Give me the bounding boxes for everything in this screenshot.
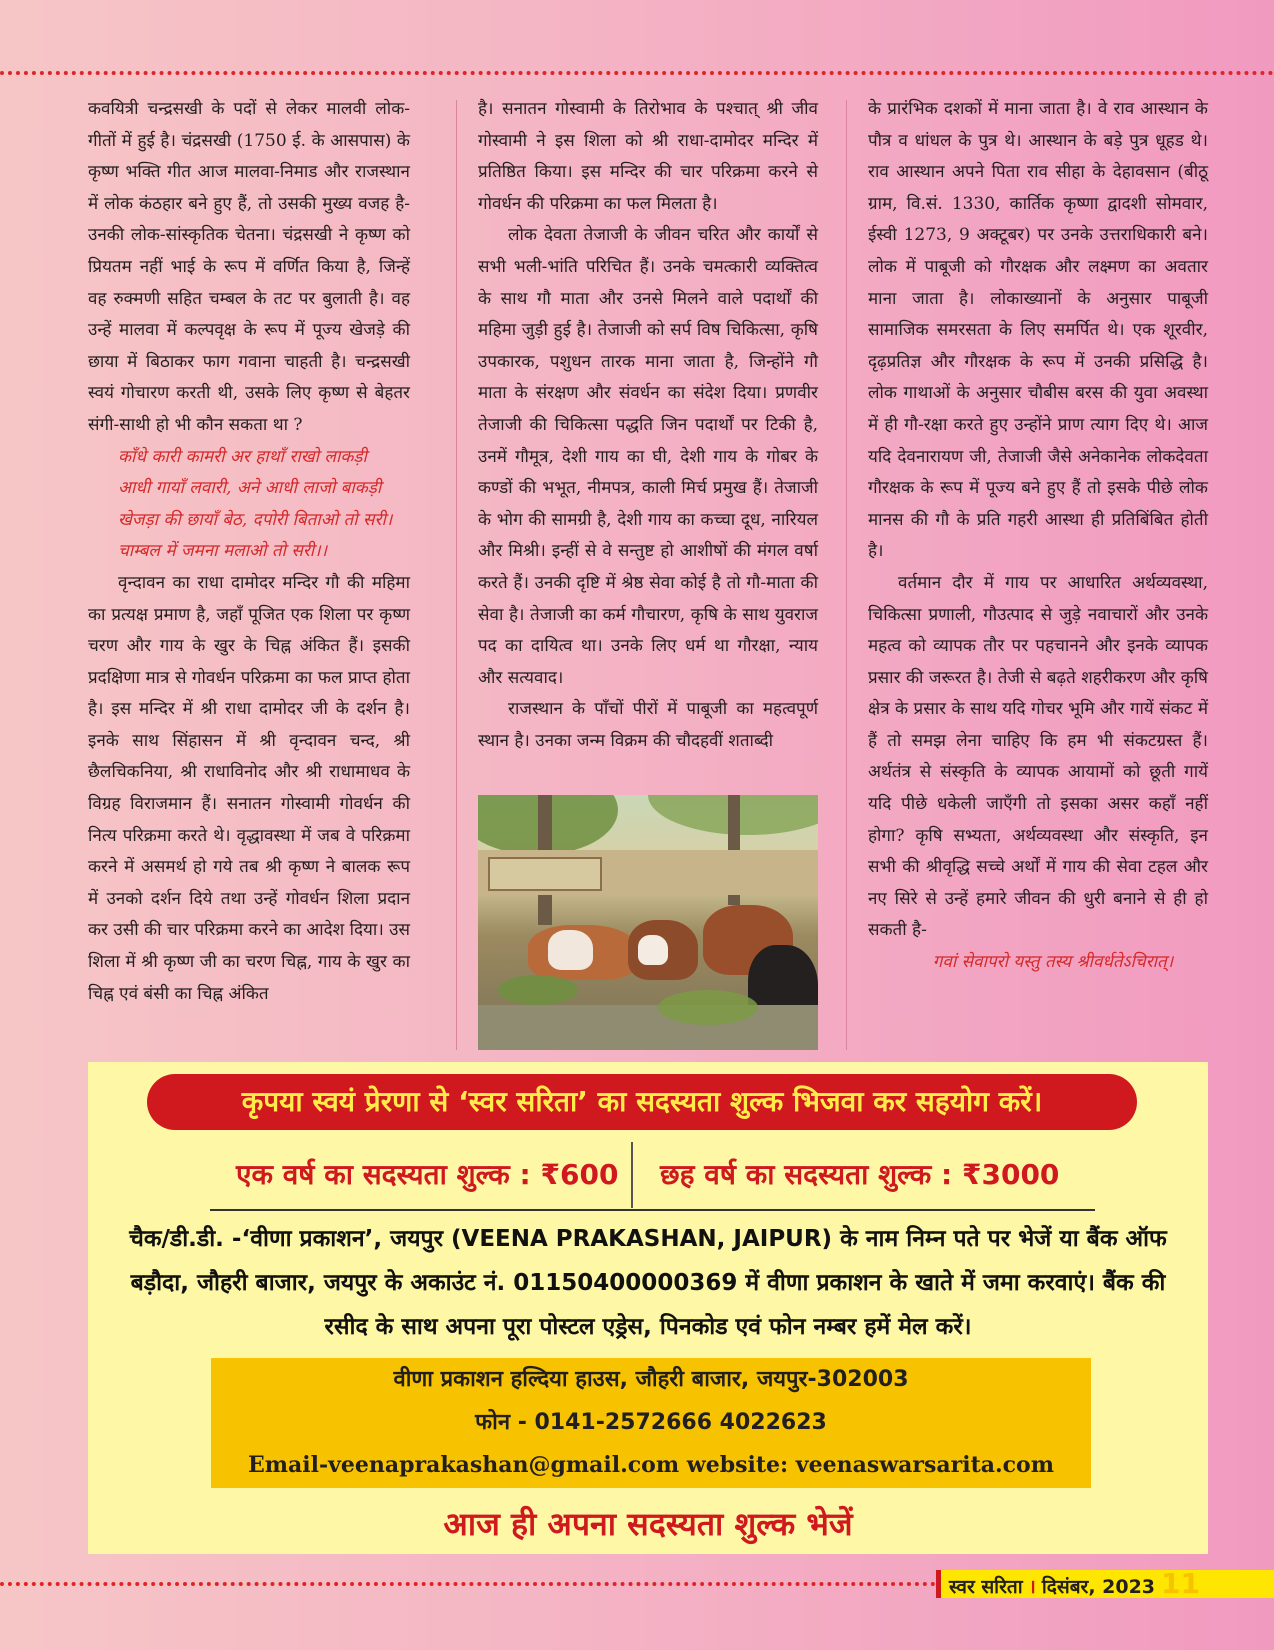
column-3-paragraph-2: वर्तमान दौर में गाय पर आधारित अर्थव्यवस्था, चिकित्सा प्रणाली, गौउत्पाद से जुड़े नवाचारों और उनके महत्व को व्यापक तौर पर पहचानने और इनके व्यापक प्रसार की जरूरत है। तेजी से बढ़ते शहरीकरण और कृषि क्षेत्र के प्रसार के साथ यदि गोचर भूमि और गायें संकट में हैं तो समझ लेना चाहिए कि हम भी संकटग्रस्त हैं। अर्थतंत्र से संस्कृति के व्यापक आयामों को छूती गायें यदि पीछे धकेली जाएँगी तो इसका असर कहाँ नहीं होगा? कृषि सभ्यता, अर्थव्यवस्था और संस्कृति, इन सभी की श्रीवृद्धि सच्चे अर्थों में गाय की सेवा टहल और नए सिरे से उन्हें हमारे जीवन की धुरी बनाने से ही हो सकती है- <box>868 572 1208 941</box>
column-2-paragraph-3: राजस्थान के पाँचों पीरों में पाबूजी का महत्वपूर्ण स्थान है। उनका जन्म विक्रम की चौदहवीं शताब्दी <box>478 699 818 751</box>
fee-six-year: छह वर्ष का सदस्यता शुल्क : ₹3000 <box>660 1158 1060 1191</box>
magazine-name: स्वर सरिता <box>949 1576 1023 1598</box>
cows-photo <box>478 795 818 1050</box>
top-dotted-rule <box>0 71 1274 75</box>
verse-line: आधी गायाँ लवारी, अने आधी लाजो बाकड़ी <box>118 478 382 499</box>
column-divider <box>456 100 457 1050</box>
phone-numbers: फोन - 0141-2572666 4022623 <box>475 1410 827 1435</box>
fee-one-year: एक वर्ष का सदस्यता शुल्क : ₹600 <box>236 1158 619 1191</box>
payment-instructions: चैक/डी.डी. -‘वीणा प्रकाशन’, जयपुर (VEENA PRAKASHAN, JAIPUR) के नाम निम्न पते पर भेजें या बैंक ऑफ बड़ौदा, जौहरी बाजार, जयपुर के अकाउंट नं. 01150400000369 में वीणा प्रकाशन के खाते में जमा करवाएं। बैंक की रसीद के साथ अपना पूरा पोस्टल एड्रेस, पिनकोड एवं फोन नम्बर हमें मेल करें। <box>129 1226 1167 1340</box>
column-3-paragraph-1: के प्रारंभिक दशकों में माना जाता है। वे राव आस्थान के पौत्र व धांधल के पुत्र थे। आस्थान के बड़े पुत्र धूहड थे। राव आस्थान अपने पिता राव सीहा के देहावसान (बीठू ग्राम, वि.सं. 1330, कार्तिक कृष्णा द्वादशी सोमवार, ईस्वी 1273, 9 अक्टूबर) पर उनके उत्तराधिकारी बने। लोक में पाबूजी को गौरक्षक और लक्ष्मण का अवतार माना जाता है। लोकाख्यानों के अनुसार पाबूजी सामाजिक समरसता के लिए समर्पित थे। एक शूरवीर, दृढ़प्रतिज्ञ और गौरक्षक के रूप में उनकी प्रसिद्धि है। लोक गाथाओं के अनुसार चौबीस बरस की युवा अवस्था में ही गौ-रक्षा करते हुए उन्होंने प्राण त्याग दिए थे। आज यदि देवनारायण जी, तेजाजी जैसे अनेकानेक लोकदेवता गौरक्षक के रूप में पूज्य बने हुए हैं तो इसके पीछे लोक मानस की गौ के प्रति गहरी आस्था ही प्रतिबिंबित होती है। <box>868 99 1208 562</box>
sanskrit-quote: गवां सेवापरो यस्तु तस्य श्रीवर्धतेऽचिरात्। <box>932 952 1174 973</box>
column-2 <box>478 94 818 757</box>
column-3 <box>868 94 1208 979</box>
subscription-advert <box>88 1062 1208 1554</box>
column-1 <box>88 94 410 1010</box>
verse-line: चाम्बल में जमना मलाओ तो सरी।। <box>118 541 328 562</box>
verse-block <box>88 442 410 568</box>
footer-separator: । <box>1028 1576 1036 1598</box>
page-number: 11 <box>1161 1567 1201 1600</box>
column-1-paragraph-2: वृन्दावन का राधा दामोदर मन्दिर गौ की महिमा का प्रत्यक्ष प्रमाण है, जहाँ पूजित एक शिला पर कृष्ण चरण और गाय के खुर के चिह्न अंकित हैं। इसकी प्रदक्षिणा मात्र से गोवर्धन परिक्रमा का फल प्राप्त होता है। इस मन्दिर में श्री राधा दामोदर जी के दर्शन है। इनके साथ सिंहासन में श्री वृन्दावन चन्द, श्री छैलचिकनिया, श्री राधाविनोद और श्री राधामाधव के विग्रह विराजमान हैं। सनातन गोस्वामी गोवर्धन की नित्य परिक्रमा करते थे। वृद्धावस्था में जब वे परिक्रमा करने में असमर्थ हो गये तब श्री कृष्ण ने बालक रूप में उनको दर्शन दिये तथा उन्हें गोवर्धन शिला प्रदान कर उसी की चार परिक्रमा करने का आदेश दिया। उस शिला में श्री कृष्ण जी का चरण चिह्न, गाय के खुर का चिह्न एवं बंसी का चिह्न अंकित <box>88 572 410 1004</box>
issue-date: दिसंबर, 2023 <box>1041 1576 1156 1598</box>
address-box <box>211 1358 1091 1488</box>
page-footer <box>936 1567 1274 1600</box>
email-website[interactable]: Email-veenaprakashan@gmail.com website: veenaswarsarita.com <box>247 1452 1055 1478</box>
subscription-banner: कृपया स्वयं प्रेरणा से ‘स्वर सरिता’ का सदस्यता शुल्क भिजवा कर सहयोग करें। <box>147 1074 1137 1130</box>
closing-call-to-action: आज ही अपना सदस्यता शुल्क भेजें <box>443 1505 853 1543</box>
column-2-paragraph-2: लोक देवता तेजाजी के जीवन चरित और कार्यों से सभी भली-भांति परिचित हैं। उनके चमत्कारी व्यक्तित्व के साथ गौ माता और उनसे मिलने वाले पदार्थों की महिमा जुड़ी हुई है। तेजाजी को सर्प विष चिकित्सा, कृषि उपकारक, पशुधन तारक माना जाता है, जिन्होंने गौ माता के संरक्षण और संवर्धन का संदेश दिया। प्रणवीर तेजाजी की चिकित्सा पद्धति जिन पदार्थों पर टिकी है, उनमें गौमूत्र, देशी गाय का घी, देशी गाय के गोबर के कण्डों की भभूत, नीमपत्र, काली मिर्च प्रमुख हैं। तेजाजी के भोग की सामग्री है, देशी गाय का कच्चा दूध, नारियल और मिश्री। इन्हीं से वे सन्तुष्ट हो आशीषों की मंगल वर्षा करते हैं। उनकी दृष्टि में श्रेष्ठ सेवा कोई है तो गौ-माता की सेवा है। तेजाजी का कर्म गौचारण, कृषि के साथ युवराज पद का दायित्व था। उनके लिए धर्म था गौरक्षा, न्याय और सत्यवाद। <box>478 225 818 688</box>
column-divider <box>846 100 847 1050</box>
bottom-dotted-rule <box>0 1582 936 1586</box>
ad-divider <box>210 1209 1095 1211</box>
postal-address: वीणा प्रकाशन हल्दिया हाउस, जौहरी बाजार, जयपुर-302003 <box>393 1367 909 1392</box>
column-2-paragraph-1: है। सनातन गोस्वामी के तिरोभाव के पश्चात् श्री जीव गोस्वामी ने इस शिला को श्री राधा-दामोदर मन्दिर में प्रतिष्ठित किया। इस मन्दिर की चार परिक्रमा करने से गोवर्धन की परिक्रमा का फल मिलता है। <box>478 99 818 214</box>
fee-separator <box>631 1142 633 1208</box>
verse-line: खेजड़ा की छायाँ बेठ, दपोरी बिताओ तो सरी। <box>118 509 393 530</box>
verse-line: काँधे कारी कामरी अर हाथाँ राखो लाकड़ी <box>118 446 367 467</box>
column-1-paragraph-1: कवयित्री चन्द्रसखी के पदों से लेकर मालवी लोक-गीतों में हुई है। चंद्रसखी (1750 ई. के आसपास) के कृष्ण भक्ति गीत आज मालवा-निमाड और राजस्थान में लोक कंठहार बने हुए हैं, तो उसकी मुख्य वजह है- उनकी लोक-सांस्कृतिक चेतना। चंद्रसखी ने कृष्ण को प्रियतम नहीं भाई के रूप में वर्णित किया है, जिन्हें वह रुक्मणी सहित चम्बल के तट पर बुलाती है। वह उन्हें मालवा में कल्पवृक्ष के रूप में पूज्य खेजड़े की छाया में बिठाकर फाग गवाना चाहती है। चन्द्रसखी स्वयं गोचारण करती थी, उसके लिए कृष्ण से बेहतर संगी-साथी हो भी कौन सकता था ? <box>88 99 410 435</box>
